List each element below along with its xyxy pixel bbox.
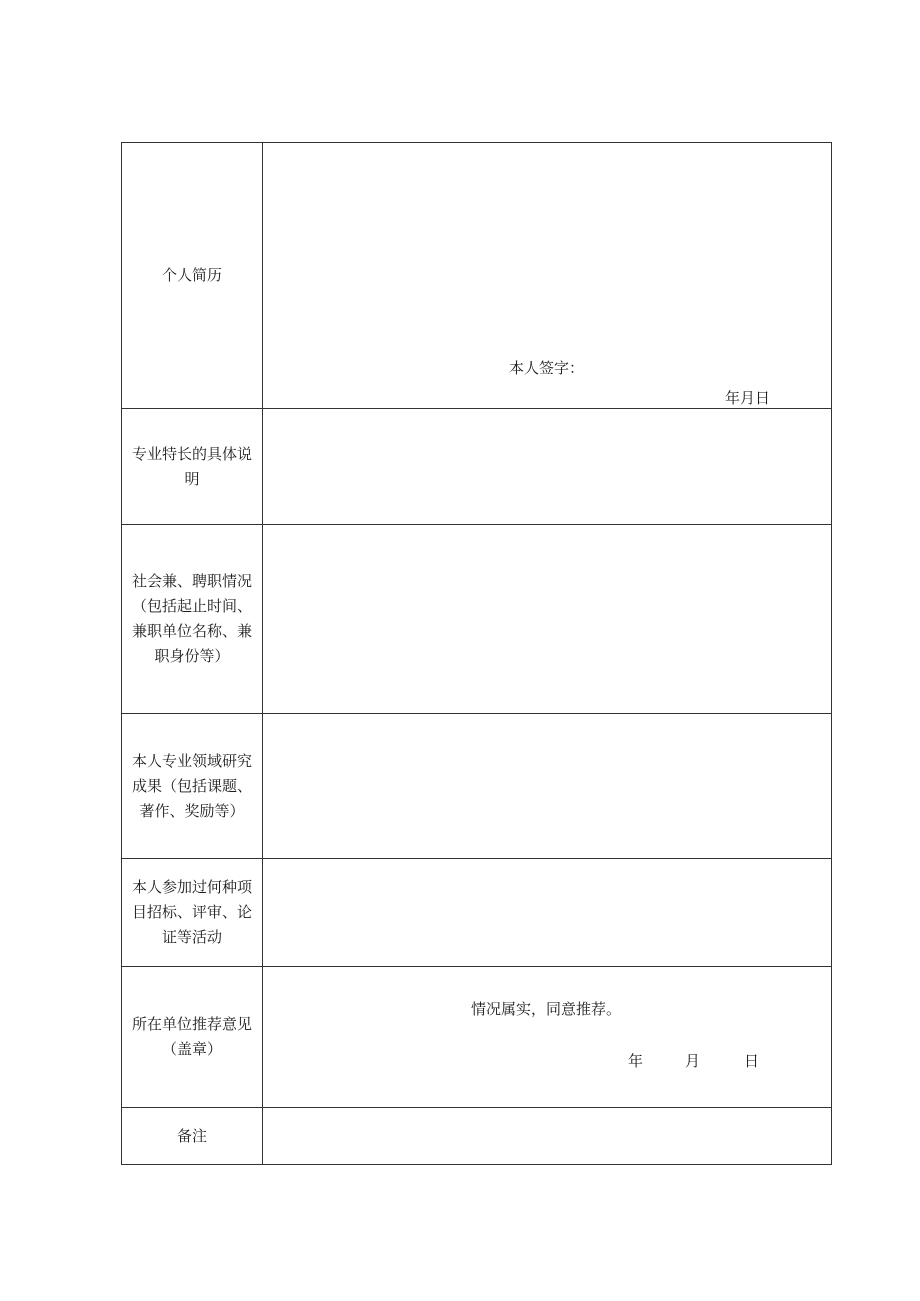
form-row-review-activities [122, 859, 832, 967]
row-label-review-activities: 本人参加过何种项目招标、评审、论证等活动 [131, 878, 252, 946]
form-row-remarks [122, 1108, 832, 1165]
label-cell-review-activities [122, 859, 263, 967]
row-label-research-results: 本人专业领域研究成果（包括课题、著作、奖励等） [131, 751, 252, 820]
day-label: 日 [744, 1052, 760, 1070]
review-activities-input-area[interactable] [263, 859, 832, 967]
row-label-remarks: 备注 [176, 1126, 207, 1145]
signature-label: 本人签字： [509, 359, 585, 377]
row-label-specialty: 专业特长的具体说明 [131, 444, 252, 488]
resume-input-area[interactable] [263, 143, 832, 409]
recommendation-statement: 情况属实，同意推荐。 [471, 1000, 622, 1018]
resume-date-label: 年月日 [725, 389, 771, 407]
expert-application-form [121, 142, 832, 1165]
unit-recommendation-area[interactable] [263, 967, 832, 1108]
form-row-part-time-jobs [122, 525, 832, 714]
month-label: 月 [685, 1052, 701, 1070]
row-label-unit-recommendation: 所在单位推荐意见（盖章） [131, 1015, 252, 1058]
form-row-research-results [122, 714, 832, 859]
label-cell-specialty [122, 409, 263, 525]
year-label: 年 [628, 1052, 644, 1070]
label-cell-resume [122, 143, 263, 409]
row-label-part-time-jobs: 社会兼、聘职情况（包括起止时间、兼职单位名称、兼职身份等） [131, 572, 252, 665]
form-row-specialty [122, 409, 832, 525]
remarks-input-area[interactable] [263, 1108, 832, 1165]
form-row-resume [122, 143, 832, 409]
form-row-unit-recommendation [122, 967, 832, 1108]
research-results-input-area[interactable] [263, 714, 832, 859]
label-cell-unit-recommendation [122, 967, 263, 1108]
part-time-jobs-input-area[interactable] [263, 525, 832, 714]
specialty-input-area[interactable] [263, 409, 832, 525]
label-cell-research-results [122, 714, 263, 859]
label-cell-remarks [122, 1108, 263, 1165]
row-label-resume: 个人简历 [161, 266, 222, 284]
label-cell-part-time-jobs [122, 525, 263, 714]
